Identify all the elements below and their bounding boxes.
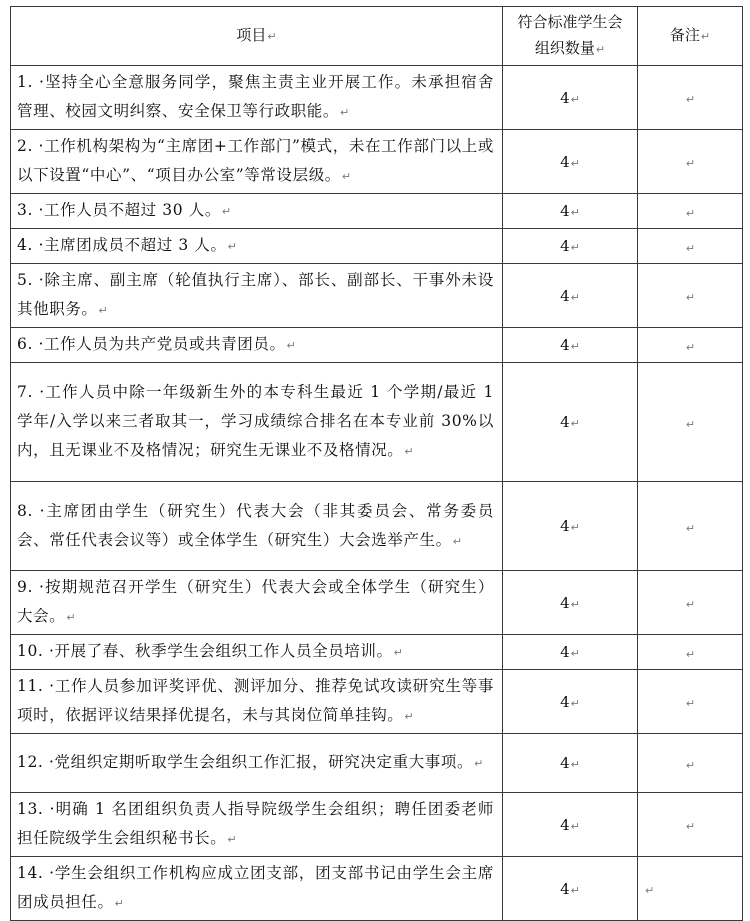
table-row	[11, 793, 743, 857]
item-count: 4↵	[503, 571, 638, 635]
item-text: 7. ·工作人员中除一年级新生外的本专科生最近 1 个学期/最近 1 学年/入学以来三者取其一，学习成绩综合排名在本专业前 30%以内，且无课业不及格情况；研究生无课业不及格情况。↵	[11, 363, 503, 482]
item-text: 14. ·学生会组织工作机构应成立团支部，团支部书记由学生会主席团成员担任。↵	[11, 857, 503, 921]
item-note: ↵	[638, 363, 743, 482]
item-text: 13. ·明确 1 名团组织负责人指导院级学生会组织；聘任团委老师担任院级学生会组织秘书长。↵	[11, 793, 503, 857]
standards-table	[10, 6, 743, 921]
table-row	[11, 194, 743, 229]
item-note: ↵	[638, 328, 743, 363]
item-note: ↵	[638, 857, 743, 921]
item-note: ↵	[638, 66, 743, 130]
table-row	[11, 635, 743, 670]
item-count: 4↵	[503, 857, 638, 921]
item-note: ↵	[638, 264, 743, 328]
table-row	[11, 670, 743, 734]
item-count: 4↵	[503, 130, 638, 194]
table-row	[11, 482, 743, 571]
item-count: 4↵	[503, 264, 638, 328]
table-row	[11, 571, 743, 635]
item-note: ↵	[638, 130, 743, 194]
item-note: ↵	[638, 734, 743, 793]
item-note: ↵	[638, 571, 743, 635]
item-count: 4↵	[503, 229, 638, 264]
table-row	[11, 264, 743, 328]
item-note: ↵	[638, 670, 743, 734]
header-count: 符合标准学生会组织数量↵	[503, 7, 638, 66]
item-text: 11. ·工作人员参加评奖评优、测评加分、推荐免试攻读研究生等事项时，依据评议结果择优提名，未与其岗位简单挂钩。↵	[11, 670, 503, 734]
item-text: 12. ·党组织定期听取学生会组织工作汇报，研究决定重大事项。↵	[11, 734, 503, 793]
item-text: 2. ·工作机构架构为“主席团+工作部门”模式，未在工作部门以上或以下设置“中心”、“项目办公室”等常设层级。↵	[11, 130, 503, 194]
item-note: ↵	[638, 793, 743, 857]
table-row	[11, 130, 743, 194]
item-count: 4↵	[503, 363, 638, 482]
item-count: 4↵	[503, 670, 638, 734]
item-count: 4↵	[503, 734, 638, 793]
item-text: 5. ·除主席、副主席（轮值执行主席）、部长、副部长、干事外未设其他职务。↵	[11, 264, 503, 328]
table-row	[11, 229, 743, 264]
item-text: 3. ·工作人员不超过 30 人。↵	[11, 194, 503, 229]
header-item: 项目↵	[11, 7, 503, 66]
item-count: 4↵	[503, 482, 638, 571]
item-text: 6. ·工作人员为共产党员或共青团员。↵	[11, 328, 503, 363]
item-text: 9. ·按期规范召开学生（研究生）代表大会或全体学生（研究生）大会。↵	[11, 571, 503, 635]
item-text: 4. ·主席团成员不超过 3 人。↵	[11, 229, 503, 264]
table-row	[11, 363, 743, 482]
item-text: 10. ·开展了春、秋季学生会组织工作人员全员培训。↵	[11, 635, 503, 670]
item-count: 4↵	[503, 194, 638, 229]
table-row	[11, 328, 743, 363]
item-note: ↵	[638, 194, 743, 229]
item-text: 8. ·主席团由学生（研究生）代表大会（非其委员会、常务委员会、常任代表会议等）或全体学生（研究生）大会选举产生。↵	[11, 482, 503, 571]
table-header-row	[11, 7, 743, 66]
item-note: ↵	[638, 482, 743, 571]
table-row	[11, 66, 743, 130]
table-row	[11, 857, 743, 921]
item-count: 4↵	[503, 793, 638, 857]
item-count: 4↵	[503, 328, 638, 363]
header-note: 备注↵	[638, 7, 743, 66]
item-count: 4↵	[503, 66, 638, 130]
item-note: ↵	[638, 229, 743, 264]
item-text: 1. ·坚持全心全意服务同学，聚焦主责主业开展工作。未承担宿舍管理、校园文明纠察、安全保卫等行政职能。↵	[11, 66, 503, 130]
item-count: 4↵	[503, 635, 638, 670]
item-note: ↵	[638, 635, 743, 670]
table-row	[11, 734, 743, 793]
